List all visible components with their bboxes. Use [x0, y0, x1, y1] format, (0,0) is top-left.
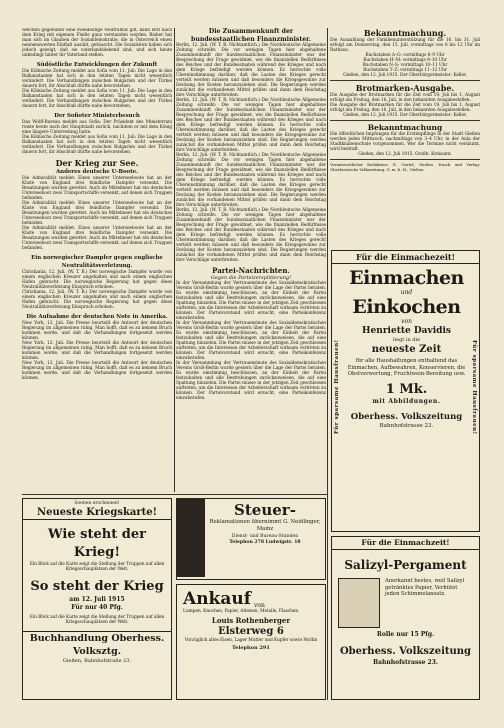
ad-price: Rolle nur 15 Pfg.	[376, 631, 435, 638]
article-heading: Die Aufnahme der deutschen Note in Amerika.	[26, 314, 168, 320]
side-slogan: Für sparsame Hausfrauen!	[334, 339, 340, 435]
notice-signature: Gießen, den 12. Juli 1915. Der Oberbürgermeister: Keller.	[343, 73, 467, 78]
notice-list-item: Buchstaben H–M: vormittags 9–10 Uhr	[363, 58, 447, 63]
ad-title: Ankauf	[183, 589, 252, 609]
ad-description: Vorzüglich altes Eisen, Lager Mutter und Kupfer sowie Moltin	[184, 638, 318, 643]
notice-text: Die Ausgabe der Brotmarken für die Zeit vom 19. Juli bis 1. August erfolgt am Freitag, den 16. Juli, in den bekannten Ausgabestellen.	[330, 103, 480, 113]
salizyl-ad	[331, 536, 480, 700]
paragraph: New York, 12. Juli. Die Presse beurteilt die Antwort der deutschen Regierung im allgemeinen ruhig. Man hofft, daß es zu keinem Bruch kommen werde, und daß die Verhandlungen fortgesetzt werden können.	[22, 321, 172, 341]
paragraph: New York, 12. Juli. Die Presse beurteilt die Antwort der deutschen Regierung im allgemeinen ruhig. Man hofft, daß es zu keinem Bruch kommen werde, und daß die Verhandlungen fortgesetzt werden können.	[22, 341, 172, 361]
ad-shop: Oberhess. Volkszeitung	[350, 411, 463, 422]
ad-name: Louis Rothenberger	[211, 616, 291, 625]
notice-signature: Gießen, den 12. Juli 1915. Großh. Kreisamt.	[358, 152, 452, 157]
divider	[330, 120, 480, 121]
ad-price: 1 Mk.	[385, 381, 428, 397]
paragraph: New York, 12. Juli. Die Presse beurteilt die Antwort der deutschen Regierung im allgemeinen ruhig. Man hofft, daß es zu keinem Bruch kommen werde, und daß die Verhandlungen fortgesetzt werden können.	[22, 361, 172, 381]
paragraph: In der Versammlung der Vertrauensleute des Sozialdemokratischen Vereins Groß-Berlin wurde gestern über die Lage der Partei beraten. Es wurde einstimmig beschlossen, an der Einheit der Partei festzuhalten und alle Bestrebungen zurückzuweisen, die auf eine Spaltung hinzielen. Die Partei müsse in der jetzigen Zeit geschlossen auftreten, um die Interessen der Arbeiterschaft wirksam vertreten zu können. Der Parteivorstand wird ersucht, eine Parteikonferenz einzuberufen.	[176, 361, 326, 401]
column-rule	[327, 28, 328, 700]
column-rule	[174, 28, 175, 492]
notice-title: Brotmarken-Ausgabe.	[355, 83, 455, 93]
article-heading: Südöstliche Entwicklungen der Zukunft	[36, 62, 158, 68]
einmachen-ad	[331, 250, 480, 532]
sub-heading: Anderes deutsche U-Boote.	[55, 169, 139, 175]
ad-price: Für nur 40 Pfg.	[71, 604, 123, 611]
notice-title: Bekanntmachung.	[363, 28, 447, 38]
notice-signature: Gießen, den 12. Juli 1915. Der Oberbürgermeister: Keller.	[343, 113, 467, 118]
paragraph: Christiania, 12. Juli. (W. T. B.) Der norwegische Dampfer wurde von einem englischen Kreuzer angehalten und nach einem englischen Hafen gebracht. Die norwegische Regierung hat gegen diese Neutralitätsverletzung Einspruch erhoben.	[22, 290, 172, 310]
paragraph: Das Wolff-Bureau meldet aus Sofia: Der Präsident des Ministerrats reiste heute nach der Hauptstadt zurück, nachdem er mit dem König eine längere Unterredung hatte.	[22, 120, 172, 135]
ad-title: Einkochen	[352, 296, 461, 318]
sub-heading: Gegen die Parteizersplitterung!	[210, 275, 292, 281]
ad-description: Ein Blick auf die Karte zeigt die Stellung der Truppen auf allen Kriegsschauplätzen der Welt.	[29, 615, 165, 625]
article-heading: Ein norwegischer Dampfer gegen englische Neutralitätsverletzung.	[31, 255, 163, 269]
ad-word: von	[401, 318, 412, 325]
notice-text: Die Auszahlung der Familienunterstützung für die 16. bis 31. Juli erfolgt am Donnerstag, den 15. Juli, vormittags von 8 bis 12 Uhr im Rathaus.	[330, 38, 480, 53]
ad-date: am 12. Juli 1915	[69, 596, 125, 603]
ad-description: Reklamationen übernimmt G. Neidlinger, Mainz	[209, 519, 321, 532]
ad-description: Anerkannt bestes, weil Salizyl getränktes Papier, Verhütet jeden Schimmelansatz.	[385, 578, 465, 598]
right-column-notices	[330, 28, 480, 248]
ad-word: und	[400, 289, 413, 296]
ad-description: für alle Haushaltungen enthaltend das Einmachen, Aufbewahren, Konservieren, die Obstverwertung, Fruchtwein-Bereitung usw.	[347, 358, 466, 378]
ad-author: Henriette Davidis	[362, 326, 451, 336]
middle-column	[176, 28, 326, 490]
ad-items: Lumpen, Knochen, Papier, Alteisen, Metalle, Flaschen	[183, 609, 299, 614]
left-column	[22, 28, 172, 490]
paragraph: Die Kölnische Zeitung meldet aus Sofia vom 11. Juli: Die Lage in den Balkanstaaten hat sich in den letzten Tagen nicht wesentlich verändert. Die Verhandlungen zwischen Bulgarien und der Türkei dauern fort, ihr Abschluß dürfte nahe bevorstehen.	[22, 69, 172, 89]
ad-address: Elsterweg 6	[218, 626, 284, 637]
paragraph: Die Kölnische Zeitung meldet aus Sofia vom 11. Juli: Die Lage in den Balkanstaaten hat sich in den letzten Tagen nicht wesentlich verändert. Die Verhandlungen zwischen Bulgarien und der Türkei dauern fort, ihr Abschluß dürfte nahe bevorstehen.	[22, 89, 172, 109]
paragraph: Christiania, 12. Juli. (W. T. B.) Der norwegische Dampfer wurde von einem englischen Kreuzer angehalten und nach einem englischen Hafen gebracht. Die norwegische Regierung hat gegen diese Neutralitätsverletzung Einspruch erhoben.	[22, 270, 172, 290]
ad-word: von	[254, 602, 265, 609]
section-heading: Der Krieg zur See.	[55, 158, 139, 168]
notice-list-item: Buchstaben A–G: vormittags 8–9 Uhr	[365, 53, 445, 58]
paragraph: In der Versammlung der Vertrauensleute des Sozialdemokratischen Vereins Groß-Berlin wurde gestern über die Lage der Partei beraten. Es wurde einstimmig beschlossen, an der Einheit der Partei festzuhalten und alle Bestrebungen zurückzuweisen, die auf eine Spaltung hinzielen. Die Partei müsse in der jetzigen Zeit geschlossen auftreten, um die Interessen der Arbeiterschaft wirksam vertreten zu können. Der Parteivorstand wird ersucht, eine Parteikonferenz einzuberufen.	[176, 321, 326, 361]
ad-title: Salizyl-Pergament	[344, 558, 467, 572]
ad-address: Bahnhofstrasse 23.	[373, 659, 438, 666]
notice-text: Die Ausgabe der Brotmarken für die Zeit vom 19. Juli bis 1. August erfolgt am Freitag, den 16. Juli, in den bekannten Ausgabestellen.	[330, 93, 480, 103]
paragraph: In der Versammlung der Vertrauensleute des Sozialdemokratischen Vereins Groß-Berlin wurde gestern über die Lage der Partei beraten. Es wurde einstimmig beschlossen, an der Einheit der Partei festzuhalten und alle Bestrebungen zurückzuweisen, die auf eine Spaltung hinzielen. Die Partei müsse in der jetzigen Zeit geschlossen auftreten, um die Interessen der Arbeiterschaft wirksam vertreten zu können. Der Parteivorstand wird ersucht, eine Parteikonferenz einzuberufen.	[176, 281, 326, 321]
ad-title: Einmachen	[349, 267, 464, 289]
ad-address: Bahnhofstrasse 23.	[379, 422, 434, 429]
ad-shop: Oberhess. Volkszeitung	[339, 646, 472, 657]
paragraph: Die Kölnische Zeitung meldet aus Sofia vom 11. Juli: Die Lage in den Balkanstaaten hat sich in den letzten Tagen nicht wesentlich verändert. Die Verhandlungen zwischen Bulgarien und der Türkei dauern fort, ihr Abschluß dürfte nahe bevorstehen.	[22, 135, 172, 155]
paragraph: Die Admiralität meldet: Eines unserer Unterseeboote hat an der Küste von England drei feindliche Dampfer versenkt. Die Besatzungen wurden gerettet. Auch im Mittelmeer hat ein deutsches Unterseeboot zwei Transportschiffe versenkt, auf denen sich Truppen befanden.	[22, 226, 172, 251]
ad-shop: Buchhandlung Oberhess. Volksztg.	[23, 631, 171, 658]
imprint: Verantwortlicher Redakteur: E. Oertel, Gießen. Druck und Verlag: Oberhessische Volkszeitung, G. m. b. H., Gießen.	[330, 162, 480, 172]
notice-title: Bekanntmachung	[367, 123, 443, 132]
side-slogan: Für sparsame Hausfrauen!	[471, 339, 477, 435]
paragraph: Die Admiralität meldet: Eines unserer Unterseeboote hat an der Küste von England drei feindliche Dampfer versenkt. Die Besatzungen wurden gerettet. Auch im Mittelmeer hat ein deutsches Unterseeboot zwei Transportschiffe versenkt, auf denen sich Truppen befanden.	[22, 176, 172, 201]
ad-title: So steht der Krieg	[30, 579, 164, 594]
ad-phone: Telephon 291	[232, 645, 270, 651]
ad-address: Gießen, Bahnhofstraße 23.	[62, 658, 132, 664]
paragraph: Berlin, 12. Juli. (W. T. B. Nichtamtlich.) Die Norddeutsche Allgemeine Zeitung schreibt: Die vor wenigen Tagen hier abgehaltene Zusammenkunft der bundesstaatlichen Finanzminister war der Besprechung der Frage gewidmet, wie die finanziellen Bedürfnisse des Reiches und der Bundesstaaten während des Krieges und nach dem Kriege befriedigt werden können. Es herrschte volle Übereinstimmung darüber, daß die Lasten des Krieges gerecht verteilt werden müssen und daß besonders die Kriegsgewinne zur Deckung der Kosten heranzuziehen sind. Die Regierungen werden zunächst die vorhandenen Mittel prüfen und dann dem Reichstag ihre Vorschläge unterbreiten.	[176, 98, 326, 153]
ad-note: mit Abbildungen.	[372, 397, 441, 405]
ad-word: liegt in die	[392, 337, 421, 343]
notice-text: Die öffentlichen Impfungen für die Erstimpflinge in der Stadt Gießen werden jeden Mittwoch, nachmittags von 3–4 Uhr, in der Aula der Stadtknabenschule vorgenommen. Wer die Termine nicht versäumt, wird bestraft.	[330, 132, 480, 152]
ankauf-ad	[176, 584, 326, 700]
ad-subtitle: neueste Zeit	[371, 344, 442, 355]
paragraph: Berlin, 12. Juli. (W. T. B. Nichtamtlich.) Die Norddeutsche Allgemeine Zeitung schreibt: Die vor wenigen Tagen hier abgehaltene Zusammenkunft der bundesstaatlichen Finanzminister war der Besprechung der Frage gewidmet, wie die finanziellen Bedürfnisse des Reiches und der Bundesstaaten während des Krieges und nach dem Kriege befriedigt werden können. Es herrschte volle Übereinstimmung darüber, daß die Lasten des Krieges gerecht verteilt werden müssen und daß besonders die Kriegsgewinne zur Deckung der Kosten heranzuziehen sind. Die Regierungen werden zunächst die vorhandenen Mittel prüfen und dann dem Reichstag ihre Vorschläge unterbreiten.	[176, 153, 326, 208]
article-heading: Der Sofioter Ministerbesuch	[54, 113, 140, 119]
paragraph: Berlin, 12. Juli. (W. T. B. Nichtamtlich.) Die Norddeutsche Allgemeine Zeitung schreibt: Die vor wenigen Tagen hier abgehaltene Zusammenkunft der bundesstaatlichen Finanzminister war der Besprechung der Frage gewidmet, wie die finanziellen Bedürfnisse des Reiches und der Bundesstaaten während des Krieges und nach dem Kriege befriedigt werden können. Es herrschte volle Übereinstimmung darüber, daß die Lasten des Krieges gerecht verteilt werden müssen und daß besonders die Kriegsgewinne zur Deckung der Kosten heranzuziehen sind. Die Regierungen werden zunächst die vorhandenen Mittel prüfen und dann dem Reichstag ihre Vorschläge unterbreiten.	[176, 208, 326, 263]
newspaper-page	[22, 28, 480, 700]
notice-list-item: Buchstaben N–S: vormittags 10–11 Uhr	[362, 63, 448, 68]
ad-decoration	[177, 499, 205, 577]
ad-header: Für die Einmachezeit!	[332, 251, 479, 264]
ad-title: Neueste Kriegskarte!	[23, 506, 171, 520]
paper-roll-image	[338, 578, 380, 628]
divider	[330, 80, 480, 81]
paragraph: Die Admiralität meldet: Eines unserer Unterseeboote hat an der Küste von England drei feindliche Dampfer versenkt. Die Besatzungen wurden gerettet. Auch im Mittelmeer hat ein deutsches Unterseeboot zwei Transportschiffe versenkt, auf denen sich Truppen befanden.	[22, 201, 172, 226]
ad-description: Ein Blick auf die Karte zeigt die Stellung der Truppen auf allen Kriegsschauplätzen der Welt.	[29, 562, 165, 572]
ad-top-line: Soeben erschienen!	[74, 501, 120, 506]
ad-note: Dienst- und Bureau-Stunden	[231, 534, 299, 540]
paragraph: Berlin, 12. Juli. (W. T. B. Nichtamtlich.) Die Norddeutsche Allgemeine Zeitung schreibt: Die vor wenigen Tagen hier abgehaltene Zusammenkunft der bundesstaatlichen Finanzminister war der Besprechung der Frage gewidmet, wie die finanziellen Bedürfnisse des Reiches und der Bundesstaaten während des Krieges und nach dem Kriege befriedigt werden können. Es herrschte volle Übereinstimmung darüber, daß die Lasten des Krieges gerecht verteilt werden müssen und daß besonders die Kriegsgewinne zur Deckung der Kosten heranzuziehen sind. Die Regierungen werden zunächst die vorhandenen Mittel prüfen und dann dem Reichstag ihre Vorschläge unterbreiten.	[176, 43, 326, 98]
steuer-ad	[176, 498, 326, 580]
divider	[330, 159, 480, 160]
ad-header: Für die Einmachzeit!	[332, 537, 479, 550]
article-heading: Die Zusammenkunft der bundesstaatlichen Finanzminister.	[191, 28, 311, 43]
divider	[22, 494, 327, 495]
ad-title: Steuer-	[234, 501, 296, 519]
ad-phone: Telephon 278 Ludwigstr. 18	[229, 540, 301, 546]
notice-list-item: Buchstaben T–Z: vormittags 11–12 Uhr	[363, 68, 447, 73]
ad-title: Wie steht der Krieg!	[48, 527, 146, 560]
paragraph: welchen gegenüber eine zweideutige Neutralität gilt, kann erst nach dem Krieg mit eigenem Fleiße ganz verstanden werden. Bisher hat man sich im Glauben der Sozialdemokratie, die in Österreich einen nennenswerten Einfluß ausübt, getäuscht. Die Sozialisten haben sich jedoch gezeigt, daß sie vaterlandsliebend sind, und sich heute unbedingt hinter ihr Vaterland stellen.	[22, 28, 172, 58]
section-heading: Partei-Nachrichten.	[212, 266, 290, 275]
kriegskarte-ad	[22, 498, 172, 700]
